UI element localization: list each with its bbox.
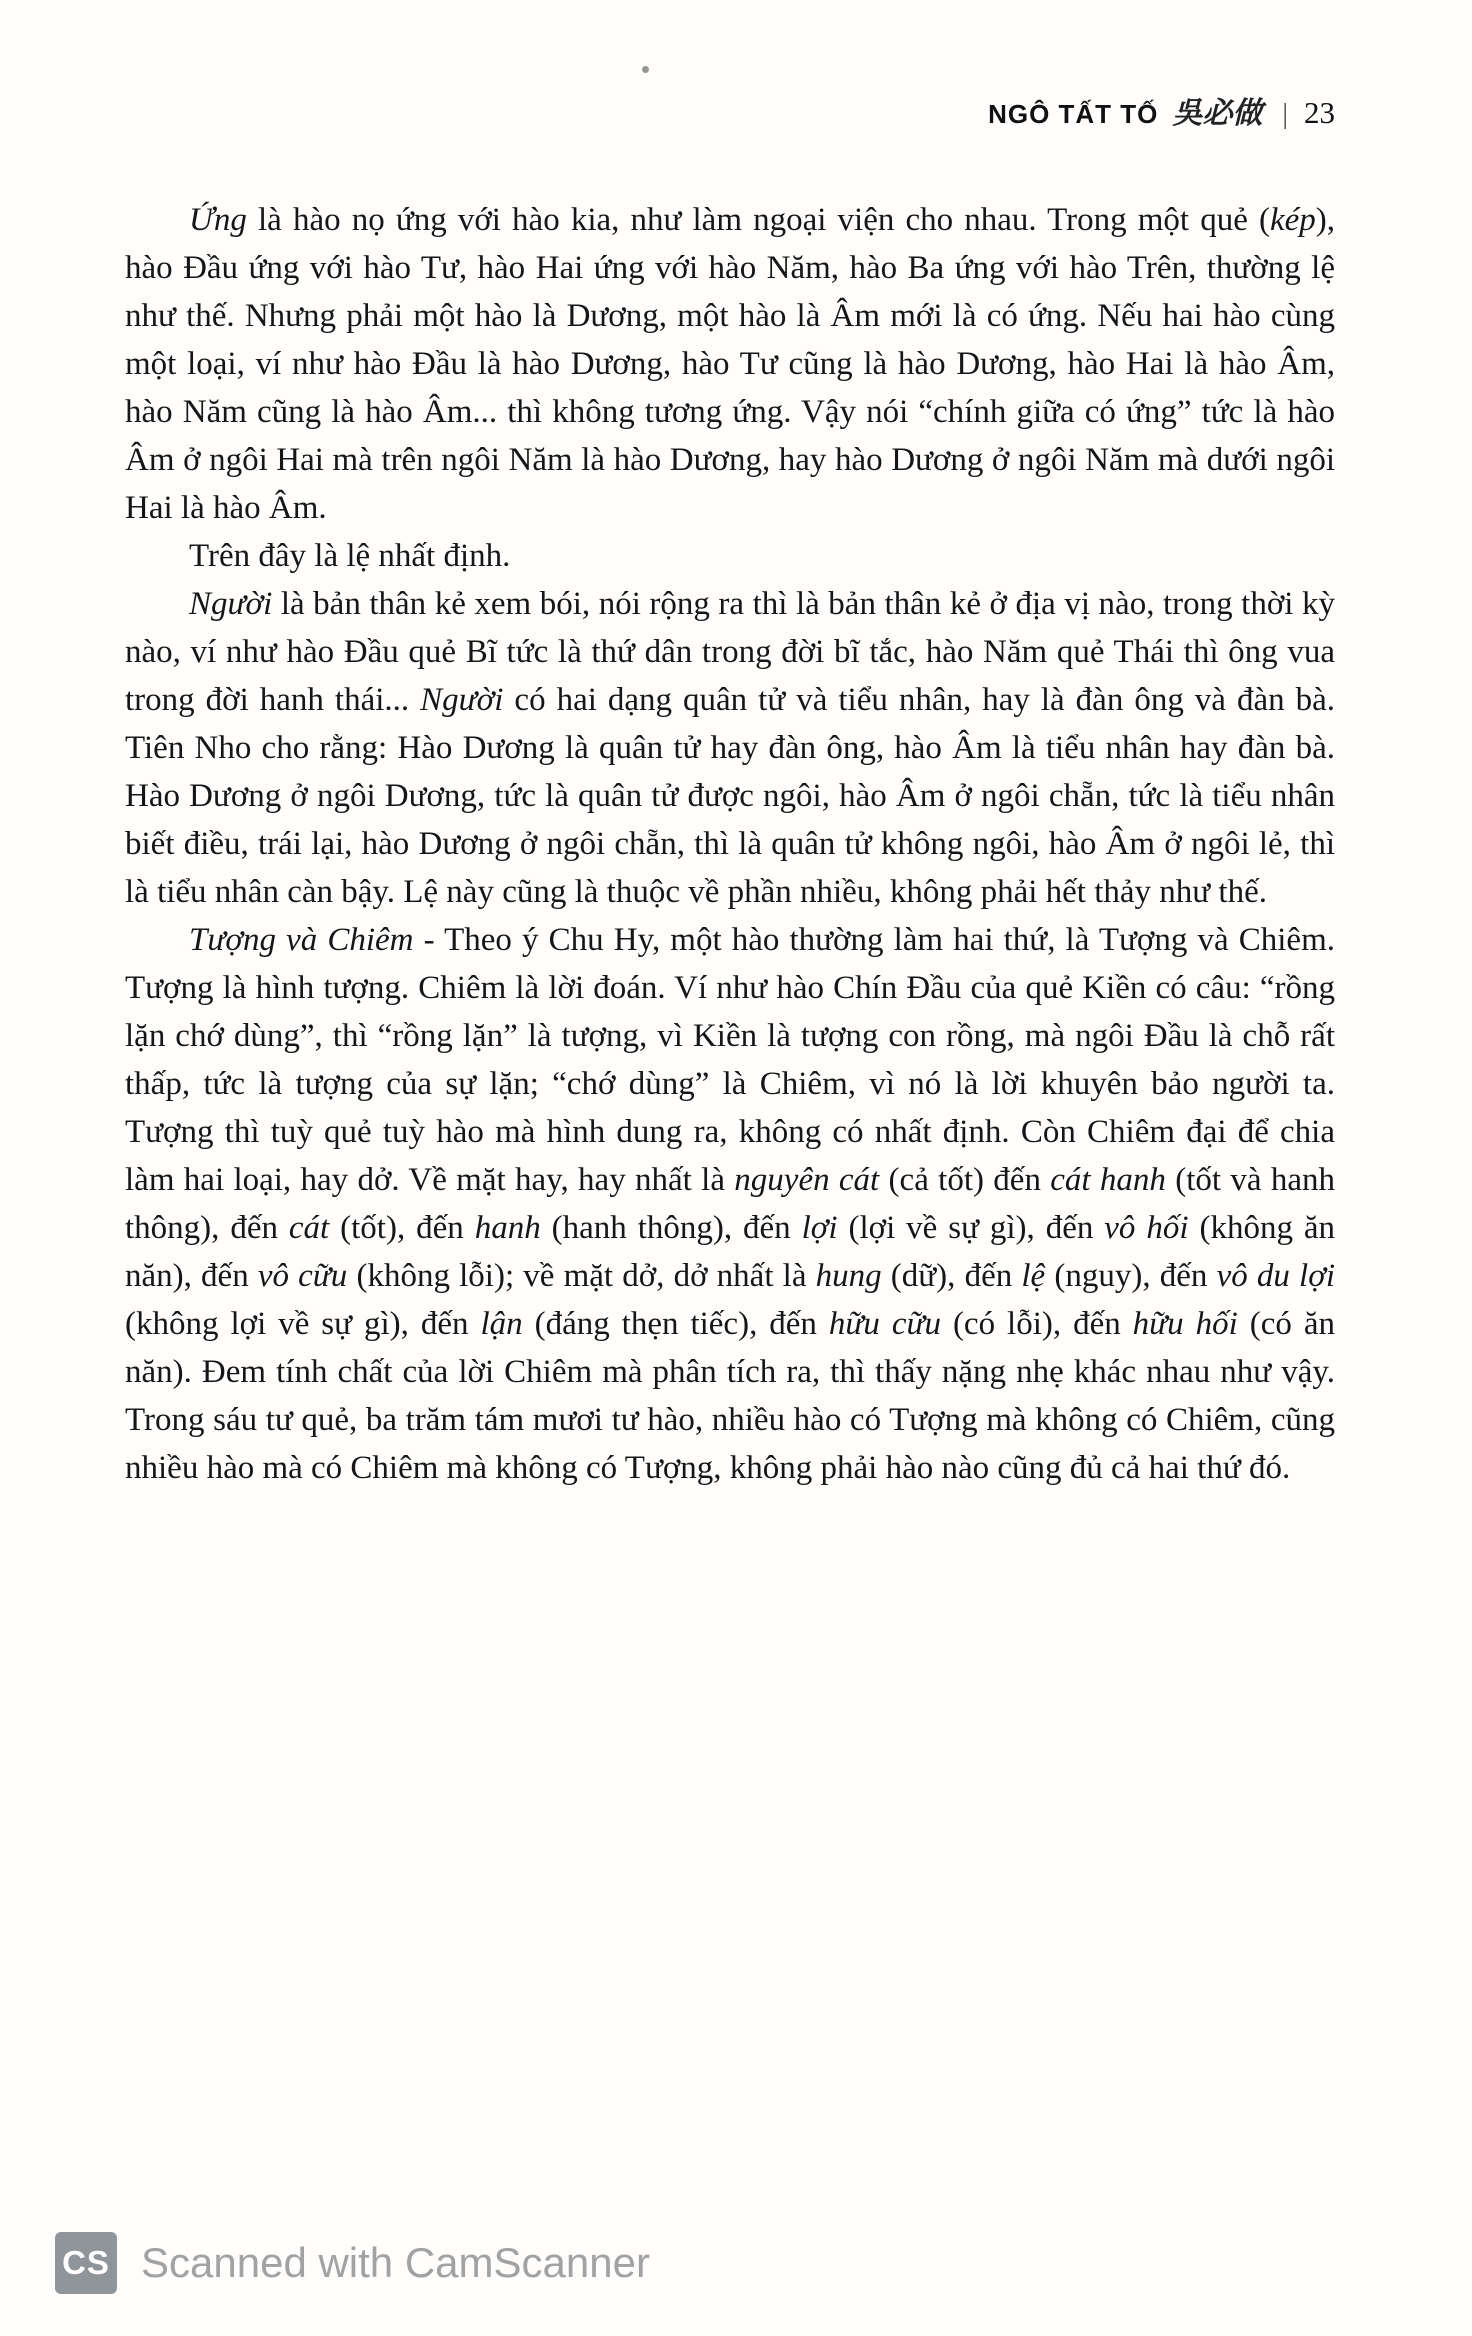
paragraph	[125, 916, 1335, 1492]
page-body	[125, 196, 1335, 1492]
text-run: (cả tốt) đến	[879, 1162, 1051, 1198]
text-run: (có ăn năn). Đem tính chất của lời Chiêm mà phân tích ra, thì thấy nặng nhẹ khác nhau như vậy. Trong sáu tư quẻ, ba trăm tám mươi tư hào, nhiều hào có Tượng mà không có Chiêm, cũng nhiều hào mà có Chiêm mà không có Tượng, không phải hào nào cũng đủ cả hai thứ đó.	[125, 1306, 1335, 1486]
camscanner-logo-icon: CS	[55, 2232, 117, 2294]
italic-term: Ứng	[189, 202, 247, 238]
text-run: (hanh thông), đến	[540, 1210, 802, 1246]
text-run: (tốt và hanh thông), đến	[125, 1162, 1336, 1246]
text-run: (nguy), đến	[1045, 1258, 1217, 1294]
text-run: có hai dạng quân tử và tiểu nhân, hay là đàn ông và đàn bà. Tiên Nho cho rằng: Hào Dương là quân tử hay đàn ông, hào Âm là tiểu nhân hay đàn bà. Hào Dương ở ngôi Dương, tức là quân tử được ngôi, hào Âm ở ngôi chẵn, tức là tiểu nhân biết điều, trái lại, hào Dương ở ngôi chẵn, thì là quân tử không ngôi, hào Âm ở ngôi lẻ, thì là tiểu nhân càn bậy. Lệ này cũng là thuộc về phần nhiều, không phải hết thảy như thế.	[125, 682, 1335, 910]
italic-term: lợi	[801, 1210, 838, 1246]
paragraph	[125, 580, 1335, 916]
text-run: (lợi về sự gì), đến	[837, 1210, 1105, 1246]
italic-term: Người	[420, 682, 504, 718]
italic-term: hữu hối	[1132, 1306, 1238, 1342]
italic-term: lệ	[1021, 1258, 1046, 1294]
text-run: - Theo ý Chu Hy, một hào thường làm hai thứ, là Tượng và Chiêm. Tượng là hình tượng. Chiêm là lời đoán. Ví như hào Chín Đầu của quẻ Kiền có câu: “rồng lặn chớ dùng”, thì “rồng lặn” là tượng, vì Kiền là tượng con rồng, mà ngôi Đầu là chỗ rất thấp, tức là tượng của sự lặn; “chớ dùng” là Chiêm, vì nó là lời khuyên bảo người ta. Tượng thì tuỳ quẻ tuỳ hào mà hình dung ra, không có nhất định. Còn Chiêm đại để chia làm hai loại, hay dở. Về mặt hay, hay nhất là	[125, 922, 1335, 1198]
text-run: (không lợi về sự gì), đến	[125, 1306, 481, 1342]
italic-term: cát	[288, 1210, 330, 1246]
italic-term: nguyên cát	[734, 1162, 880, 1198]
page-header	[988, 88, 1335, 132]
italic-term: hung	[815, 1258, 882, 1294]
italic-term: vô du lợi	[1216, 1258, 1335, 1294]
header-separator: |	[1282, 99, 1288, 130]
text-run: (không lỗi); về mặt dở, dở nhất là	[347, 1258, 816, 1294]
italic-term: hữu cữu	[828, 1306, 941, 1342]
text-run: ), hào Đầu ứng với hào Tư, hào Hai ứng với hào Năm, hào Ba ứng với hào Trên, thường lệ như thế. Nhưng phải một hào là Dương, một hào là Âm mới là có ứng. Nếu hai hào cùng một loại, ví như hào Đầu là hào Dương, hào Tư cũng là hào Dương, hào Hai là hào Âm, hào Năm cũng là hào Âm... thì không tương ứng. Vậy nói “chính giữa có ứng” tức là hào Âm ở ngôi Hai mà trên ngôi Năm là hào Dương, hay hào Dương ở ngôi Năm mà dưới ngôi Hai là hào Âm.	[125, 202, 1335, 526]
text-run: là hào nọ ứng với hào kia, như làm ngoại viện cho nhau. Trong một quẻ (	[246, 202, 1270, 238]
camscanner-watermark	[55, 2232, 650, 2294]
text-run: (có lỗi), đến	[940, 1306, 1133, 1342]
italic-term: hanh	[474, 1210, 541, 1246]
text-run: (đáng thẹn tiếc), đến	[522, 1306, 829, 1342]
italic-term: vô cữu	[257, 1258, 348, 1294]
text-run: (dữ), đến	[881, 1258, 1022, 1294]
author-name-cjk: 吳必做	[1172, 97, 1263, 130]
italic-term: Tượng và Chiêm	[189, 922, 414, 958]
watermark-text: Scanned with CamScanner	[141, 2239, 650, 2286]
italic-term: cát hanh	[1050, 1162, 1166, 1198]
text-run: là bản thân kẻ xem bói, nói rộng ra thì là bản thân kẻ ở địa vị nào, trong thời kỳ nào, ví như hào Đầu quẻ Bĩ tức là thứ dân trong đời bĩ tắc, hào Năm quẻ Thái thì ông vua trong đời hanh thái...	[125, 586, 1335, 718]
scan-artifact-dot	[642, 66, 649, 73]
page-number: 23	[1304, 95, 1335, 130]
paragraph	[125, 196, 1335, 532]
italic-term: Người	[189, 586, 273, 622]
text-run: Trên đây là lệ nhất định.	[189, 538, 511, 574]
italic-term: vô hối	[1104, 1210, 1189, 1246]
paragraph	[125, 532, 1335, 580]
author-name: NGÔ TẤT TỐ	[988, 99, 1159, 129]
text-run: (không ăn năn), đến	[125, 1210, 1336, 1294]
italic-term: kép	[1269, 202, 1316, 238]
text-run: (tốt), đến	[329, 1210, 475, 1246]
italic-term: lận	[480, 1306, 523, 1342]
